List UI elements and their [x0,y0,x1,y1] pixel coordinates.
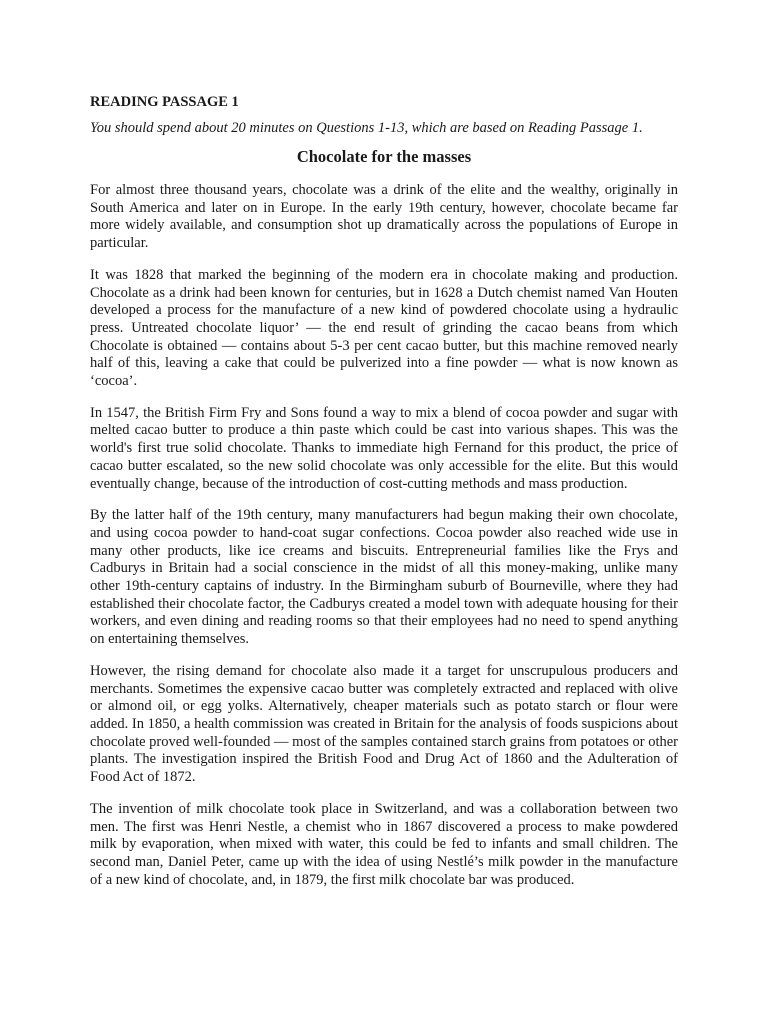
passage-title: Chocolate for the masses [296,147,472,166]
paragraph: By the latter half of the 19th century, many manufacturers had begun making their own chocolate, and using cocoa powder to hand-coat sugar confections. Cocoa powder also reached wide use in many other products, like ice creams and biscuits. Entrepreneurial families like the Frys and Cadburys in Britain had a social conscience in the midst of all this money-making, unlike many other 19th-century captains of industry. In the Birmingham suburb of Bourneville, where they had established their chocolate factor, the Cadburys created a model town with adequate housing for their workers, and even dining and reading rooms so that their employees had no need to spend anything on entertaining themselves. [90,507,678,648]
instruction-text: You should spend about 20 minutes on Questions 1-13, which are based on Reading Passage 1. [90,120,643,136]
paragraph: It was 1828 that marked the beginning of the modern era in chocolate making and production. Chocolate as a drink had been known for centuries, but in 1628 a Dutch chemist named Van Houten developed a process for the manufacture of a new kind of powdered chocolate using a hydraulic press. Untreated chocolate liquor’ — the end result of grinding the cacao beans from which Chocolate is obtained — contains about 5-3 per cent cacao butter, but this machine removed nearly half of this, leaving a cake that could be pulverized into a fine powder — what is now known as ‘cocoa’. [90,266,678,390]
paragraph: However, the rising demand for chocolate also made it a target for unscrupulous producers and merchants. Sometimes the expensive cacao butter was completely extracted and replaced with olive or almond oil, or egg yolks. Alternatively, cheaper materials such as potato starch or flour were added. In 1850, a health commission was created in Britain for the analysis of foods suspicions about chocolate proved well-founded — most of the samples contained starch grains from potatoes or other plants. The investigation inspired the British Food and Drug Act of 1860 and the Adulteration of Food Act of 1872. [90,662,678,786]
paragraph: The invention of milk chocolate took place in Switzerland, and was a collaboration between two men. The first was Henri Nestle, a chemist who in 1867 discovered a process to make powdered milk by evaporation, when mixed with water, this could be fed to infants and small children. The second man, Daniel Peter, came up with the idea of using Nestlé’s milk powder in the manufacture of a new kind of chocolate, and, in 1879, the first milk chocolate bar was produced. [90,800,678,888]
paragraph: For almost three thousand years, chocolate was a drink of the elite and the wealthy, originally in South America and later on in Europe. In the early 19th century, however, chocolate became far more widely available, and consumption shot up dramatically across the populations of Europe in particular. [90,182,678,252]
passage-heading: READING PASSAGE 1 [90,94,239,110]
paragraph: In 1547, the British Firm Fry and Sons found a way to mix a blend of cocoa powder and sugar with melted cacao butter to produce a thin paste which could be cast into various shapes. This was the world's first true solid chocolate. Thanks to immediate high Fernand for this product, the price of cacao butter escalated, so the new solid chocolate was only accessible for the elite. But this would eventually change, because of the introduction of cost-cutting methods and mass production. [90,404,678,492]
document-page [90,93,678,889]
